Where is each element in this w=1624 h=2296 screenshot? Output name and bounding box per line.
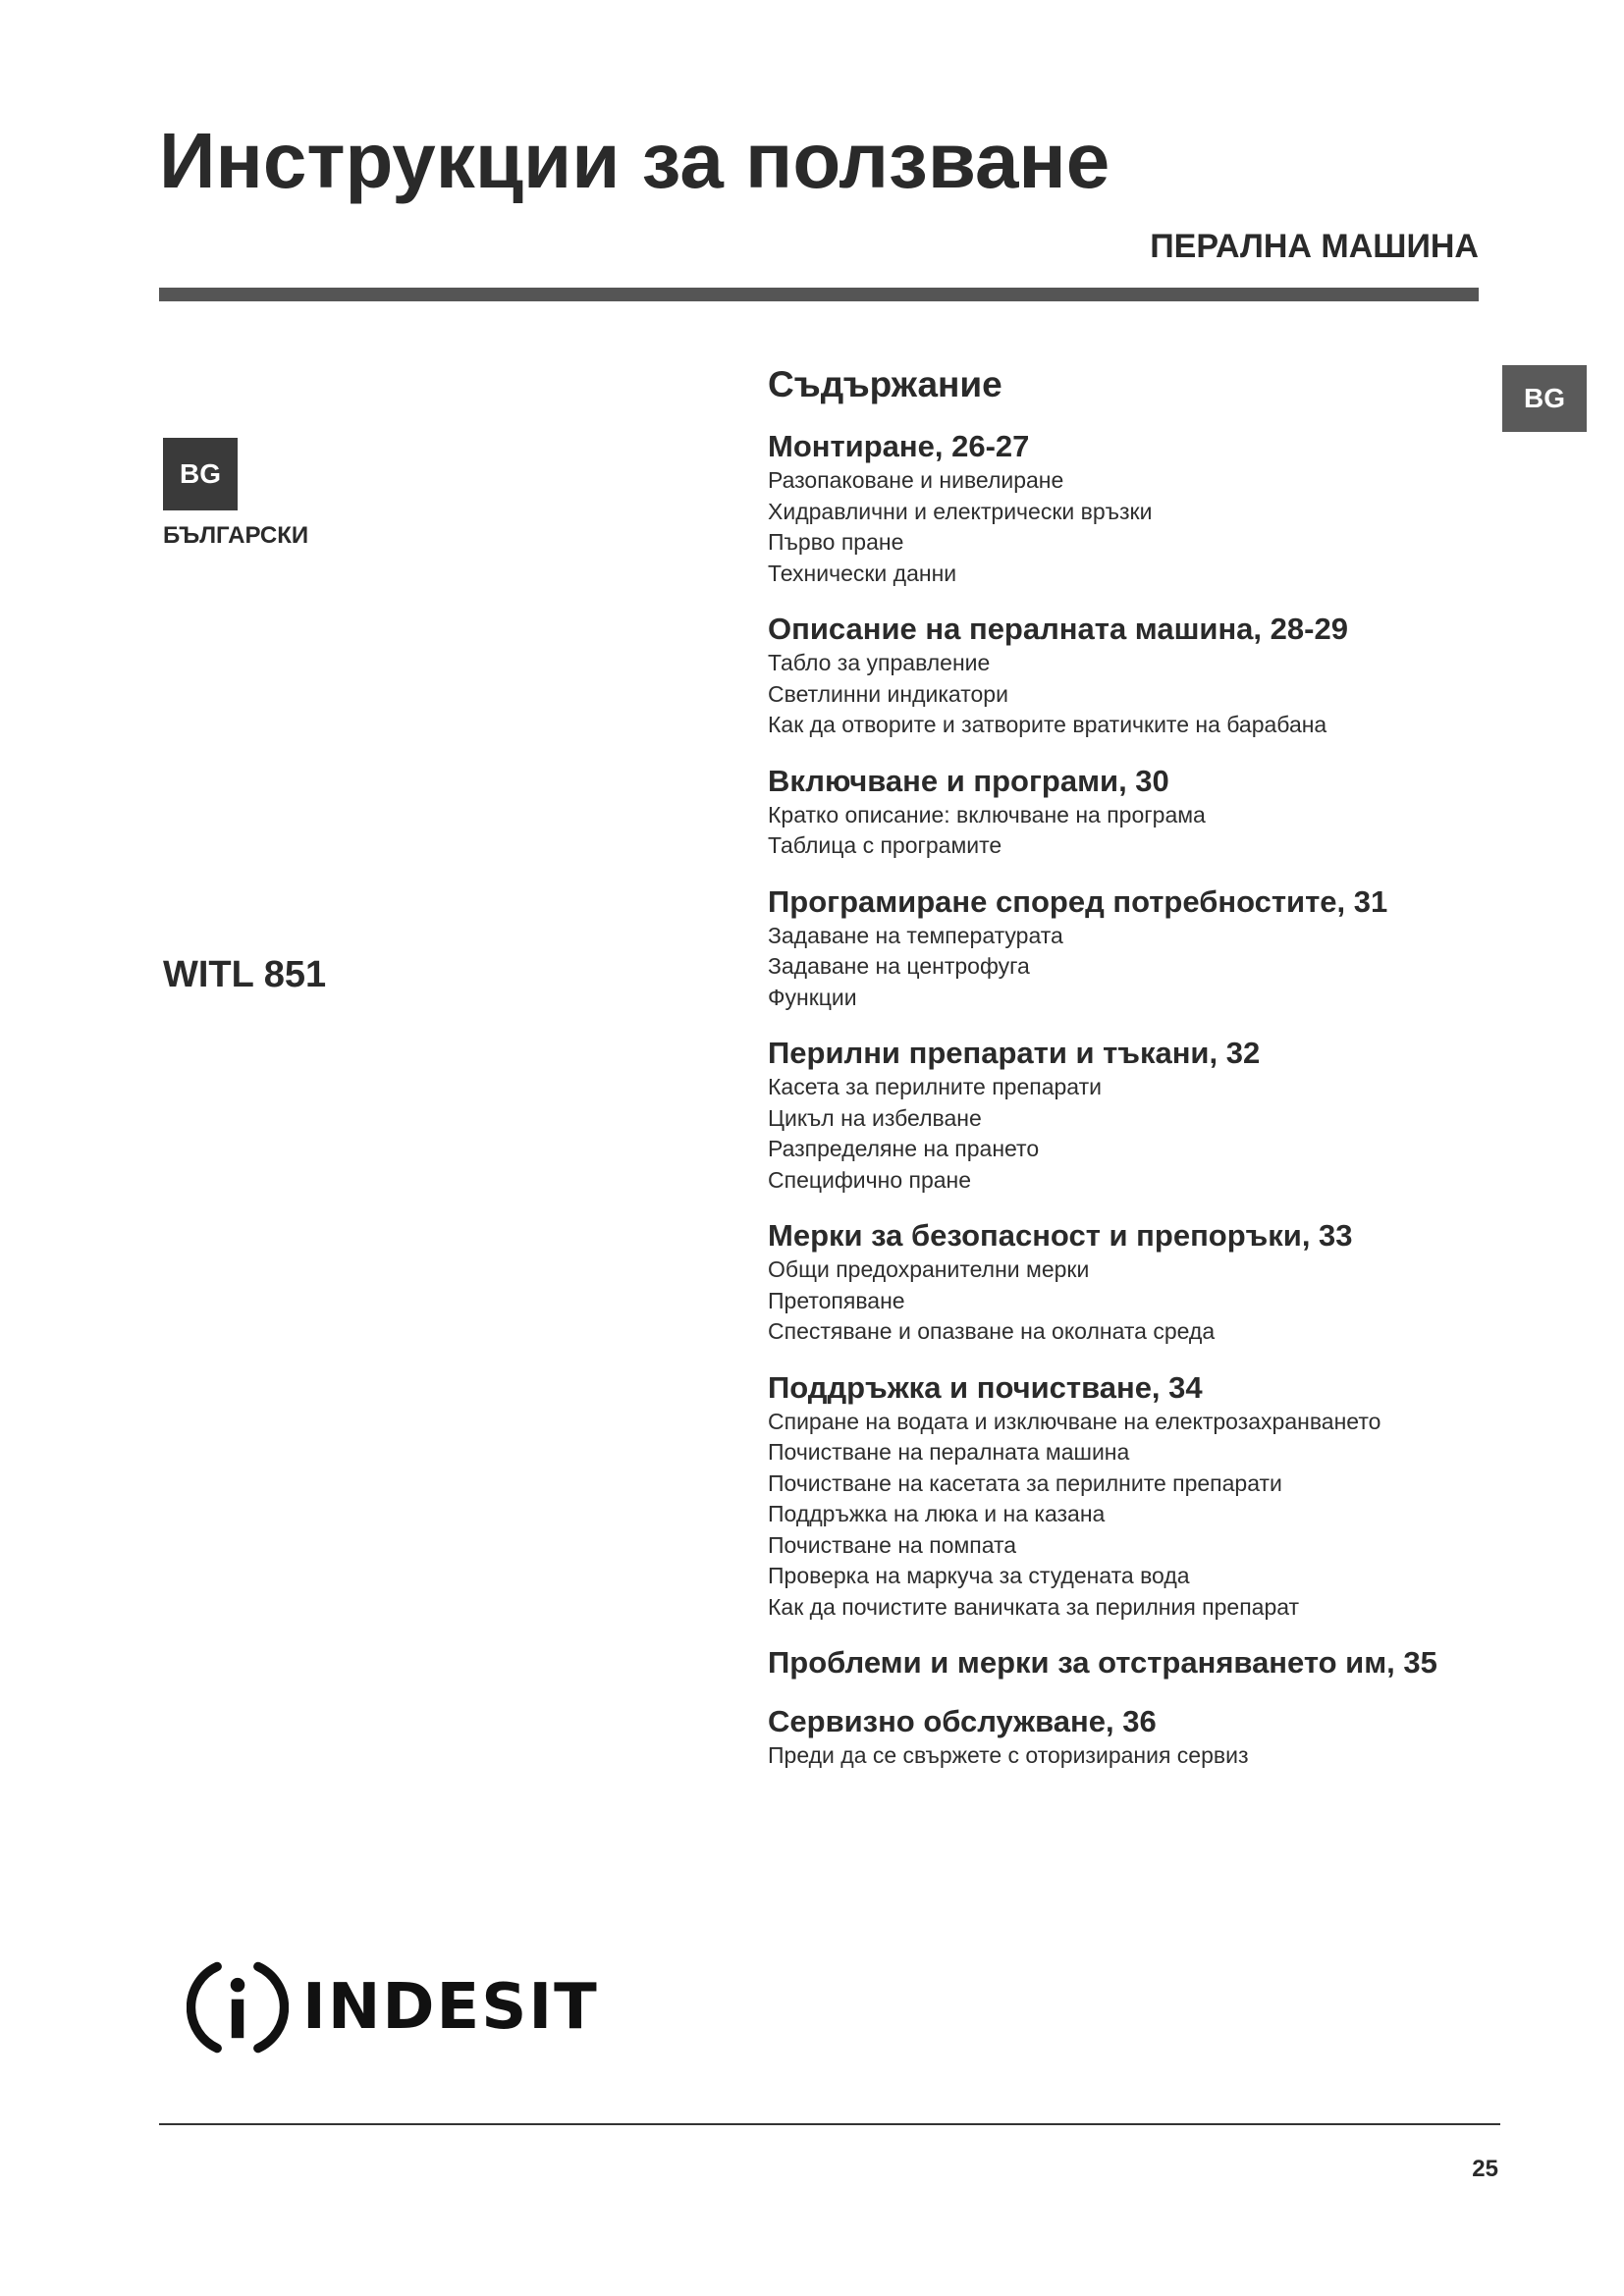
model-name: WITL 851 bbox=[163, 954, 327, 995]
toc-section-title: Поддръжка и почистване, 34 bbox=[768, 1369, 1203, 1405]
language-badge: BG bbox=[163, 438, 238, 510]
toc-section bbox=[768, 1703, 1514, 1772]
toc-item: Преди да се свържете с оторизирания сервиз bbox=[768, 1742, 1249, 1768]
page-title: Инструкции за ползване bbox=[159, 117, 1110, 204]
toc-item: Спестяване и опазване на околната среда bbox=[768, 1318, 1216, 1344]
toc-item: Поддръжка на люка и на казана bbox=[768, 1501, 1106, 1526]
toc-item: Задаване на центрофуга bbox=[768, 953, 1030, 979]
toc-section-title: Монтиране, 26-27 bbox=[768, 429, 1030, 463]
toc-item: Как да отворите и затворите вратичките на барабана bbox=[768, 712, 1327, 737]
toc-item: Специфично пране bbox=[768, 1166, 972, 1193]
toc-item: Цикъл на избелване bbox=[768, 1104, 982, 1131]
toc-item: Почистване на пералната машина bbox=[768, 1439, 1130, 1465]
page-subtitle: ПЕРАЛНА МАШИНА bbox=[1150, 228, 1479, 265]
toc-item: Общи предохранителни мерки bbox=[768, 1256, 1090, 1282]
toc-section-title: Програмиране според потребностите, 31 bbox=[768, 883, 1388, 919]
table-of-contents bbox=[768, 363, 1514, 1793]
page-number: 25 bbox=[1472, 2156, 1498, 2182]
toc-item: Светлинни индикатори bbox=[768, 680, 1008, 707]
brand-logo-text: INDESIT bbox=[302, 1971, 599, 2044]
toc-section-title: Включване и програми, 30 bbox=[768, 763, 1169, 798]
toc-item: Технически данни bbox=[768, 560, 957, 586]
toc-item: Спиране на водата и изключване на електрозахранването bbox=[768, 1408, 1381, 1434]
toc-section bbox=[768, 611, 1514, 741]
footer-divider bbox=[159, 2123, 1500, 2125]
header-divider bbox=[159, 288, 1479, 301]
toc-section-title: Сервизно обслужване, 36 bbox=[768, 1704, 1157, 1738]
toc-section-title: Описание на пералната машина, 28-29 bbox=[768, 612, 1348, 646]
toc-section bbox=[768, 1217, 1514, 1348]
toc-item: Претопяване bbox=[768, 1287, 905, 1313]
toc-item: Задаване на температурата bbox=[768, 922, 1063, 948]
toc-item: Табло за управление bbox=[768, 650, 991, 675]
toc-item: Почистване на касетата за перилните препарати bbox=[768, 1469, 1282, 1496]
indesit-logo-icon bbox=[187, 1956, 289, 2058]
toc-section bbox=[768, 428, 1514, 589]
toc-section bbox=[768, 763, 1514, 862]
toc-section-title: Проблеми и мерки за отстраняването им, 35 bbox=[768, 1645, 1437, 1680]
toc-item: Кратко описание: включване на програма bbox=[768, 801, 1206, 828]
language-name: БЪЛГАРСКИ bbox=[163, 522, 309, 549]
toc-item: Разпределяне на прането bbox=[768, 1136, 1040, 1161]
toc-item: Хидравлични и електрически връзки bbox=[768, 498, 1153, 524]
toc-item: Проверка на маркуча за студената вода bbox=[768, 1563, 1190, 1588]
toc-heading: Съдържание bbox=[768, 364, 1002, 404]
toc-section bbox=[768, 1644, 1514, 1682]
toc-item: Как да почистите ваничката за перилния препарат bbox=[768, 1593, 1300, 1620]
toc-item: Таблица с програмите bbox=[768, 832, 1002, 858]
toc-section bbox=[768, 1035, 1514, 1196]
toc-item: Първо пране bbox=[768, 529, 904, 555]
toc-item: Функции bbox=[768, 984, 857, 1010]
toc-item: Разопаковане и нивелиране bbox=[768, 467, 1064, 493]
toc-section-title: Мерки за безопасност и препоръки, 33 bbox=[768, 1218, 1353, 1253]
toc-item: Касета за перилните препарати bbox=[768, 1074, 1102, 1099]
toc-section bbox=[768, 1369, 1514, 1624]
toc-section-title: Перилни препарати и тъкани, 32 bbox=[768, 1036, 1261, 1070]
toc-section bbox=[768, 883, 1514, 1014]
brand-logo bbox=[187, 1953, 599, 2061]
toc-sections bbox=[768, 428, 1514, 1772]
language-tab-badge: BG bbox=[1502, 365, 1587, 432]
toc-item: Почистване на помпата bbox=[768, 1531, 1017, 1558]
